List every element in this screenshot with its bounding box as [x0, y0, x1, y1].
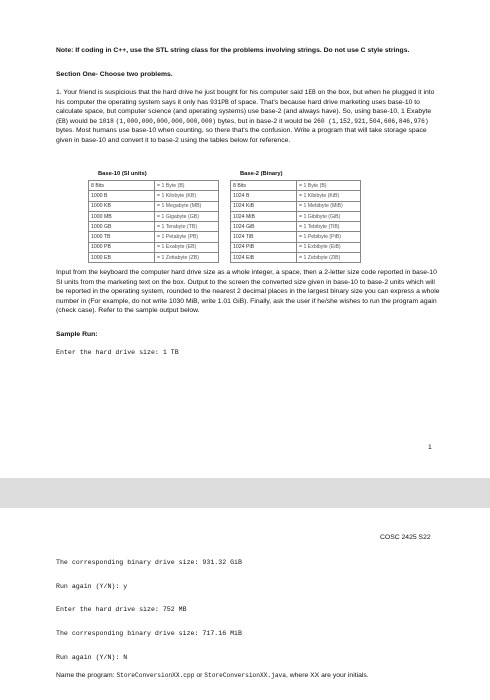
problem-paragraph: 1. Your friend is suspicious that the hard drive he just bought for his computer said 1EB on the box, but when he plugged it into his computer the operating system says it only has 931PB of space. That's because hard drive marketing uses base-10 to calculate space, but computer science (and operating systems) use base-2 (and always have). So, using base-10, 1 Exabyte (EB) would be 1018 (1,000,000,000,000,000,000) bytes, but in base-2 it would be 260 (1,152,921,504,606,846,976) bytes. Most humans use base-10 when counting, so there that's the confusion. Write a program that will take storage space given in base-10 and convert it to base-2 using the tables below for reference. [56, 89, 435, 144]
unit-quantity-cell: 1000 TB [89, 232, 155, 242]
unit-equivalent-cell: = 1 Zettabyte (ZB) [155, 253, 219, 263]
sample-output-line: Enter the hard drive size: 752 MB [56, 606, 187, 613]
unit-equivalent-cell: = 1 Kibibyte (KiB) [297, 191, 361, 201]
table-row [231, 181, 361, 191]
unit-quantity-cell: 8 Bits [231, 181, 297, 191]
program-name-instruction: Name the program: StoreConversionXX.cpp or StoreConversionXX.java, where XX are your initials. [56, 672, 369, 679]
course-code: COSC 2425 S22 [380, 534, 431, 541]
unit-quantity-cell: 1000 KB [89, 201, 155, 211]
sample-output-line: The corresponding binary drive size: 717.16 MiB [56, 630, 242, 637]
page-number: 1 [428, 444, 432, 451]
unit-quantity-cell: 1000 EB [89, 253, 155, 263]
sample-output-line: Run again (Y/N): y [56, 583, 128, 590]
unit-equivalent-cell: = 1 Exabyte (EB) [155, 242, 219, 252]
base10-table-header: Base-10 (SI units) [98, 171, 147, 177]
table-row [89, 181, 219, 191]
unit-equivalent-cell: = 1 Byte (B) [155, 181, 219, 191]
unit-equivalent-cell: = 1 Kilobyte (KB) [155, 191, 219, 201]
table-row [89, 191, 219, 201]
table-row [89, 253, 219, 263]
document-page-2 [0, 508, 490, 700]
table-row [231, 201, 361, 211]
unit-equivalent-cell: = 1 Pebibyte (PiB) [297, 232, 361, 242]
unit-equivalent-cell: = 1 Mebibyte (MiB) [297, 201, 361, 211]
table-row [231, 211, 361, 221]
unit-quantity-cell: 1024 B [231, 191, 297, 201]
base2-units-table [230, 180, 361, 263]
base2-table-header: Base-2 (Binary) [240, 171, 283, 177]
unit-quantity-cell: 1024 PiB [231, 242, 297, 252]
sample-output-line: The corresponding binary drive size: 931.32 GiB [56, 559, 242, 566]
unit-quantity-cell: 1024 TiB [231, 232, 297, 242]
unit-equivalent-cell: = 1 Zebibyte (ZiB) [297, 253, 361, 263]
unit-quantity-cell: 1024 GiB [231, 222, 297, 232]
unit-quantity-cell: 1000 GB [89, 222, 155, 232]
unit-equivalent-cell: = 1 Gibibyte (GiB) [297, 211, 361, 221]
section-heading: Section One- Choose two problems. [56, 71, 173, 78]
unit-equivalent-cell: = 1 Tebibyte (TiB) [297, 222, 361, 232]
table-row [231, 222, 361, 232]
input-instructions-paragraph: Input from the keyboard the computer hard drive size as a whole integer, a space, then a 2-letter size code reported in base-10 SI units from the marketing text on the box. Output to the screen the converted size given in base-10 to base-2 units which will be reported in the operating system, rounded to the nearest 2 decimal places in the largest binary size you can express a whole number in (For example, do not write 1030 MiB, write 1.01 GiB). Finally, ask the user if he/she wishes to run the program again (check case). Refer to the sample output below. [56, 269, 440, 315]
table-row [231, 242, 361, 252]
unit-equivalent-cell: = 1 Terabyte (TB) [155, 222, 219, 232]
unit-quantity-cell: 1000 B [89, 191, 155, 201]
table-row [89, 242, 219, 252]
unit-quantity-cell: 1000 PB [89, 242, 155, 252]
unit-equivalent-cell: = 1 Exbibyte (EiB) [297, 242, 361, 252]
sample-run-heading: Sample Run: [56, 331, 98, 338]
unit-quantity-cell: 8 Bits [89, 181, 155, 191]
unit-quantity-cell: 1000 MB [89, 211, 155, 221]
note-text: Note: If coding in C++, use the STL string class for the problems involving strings. Do not use C style strings. [56, 47, 410, 54]
unit-equivalent-cell: = 1 Megabyte (MB) [155, 201, 219, 211]
table-row [231, 232, 361, 242]
sample-output-line: Run again (Y/N): N [56, 654, 128, 661]
sample-run-line: Enter the hard drive size: 1 TB [56, 349, 179, 356]
unit-equivalent-cell: = 1 Gigabyte (GB) [155, 211, 219, 221]
table-row [89, 232, 219, 242]
table-row [89, 201, 219, 211]
unit-equivalent-cell: = 1 Byte (B) [297, 181, 361, 191]
table-row [89, 211, 219, 221]
unit-quantity-cell: 1024 MiB [231, 211, 297, 221]
table-row [231, 253, 361, 263]
unit-quantity-cell: 1024 KiB [231, 201, 297, 211]
base10-units-table [88, 180, 219, 263]
table-row [231, 191, 361, 201]
unit-quantity-cell: 1024 EiB [231, 253, 297, 263]
unit-equivalent-cell: = 1 Petabyte (PB) [155, 232, 219, 242]
table-row [89, 222, 219, 232]
page-gap [0, 478, 490, 508]
